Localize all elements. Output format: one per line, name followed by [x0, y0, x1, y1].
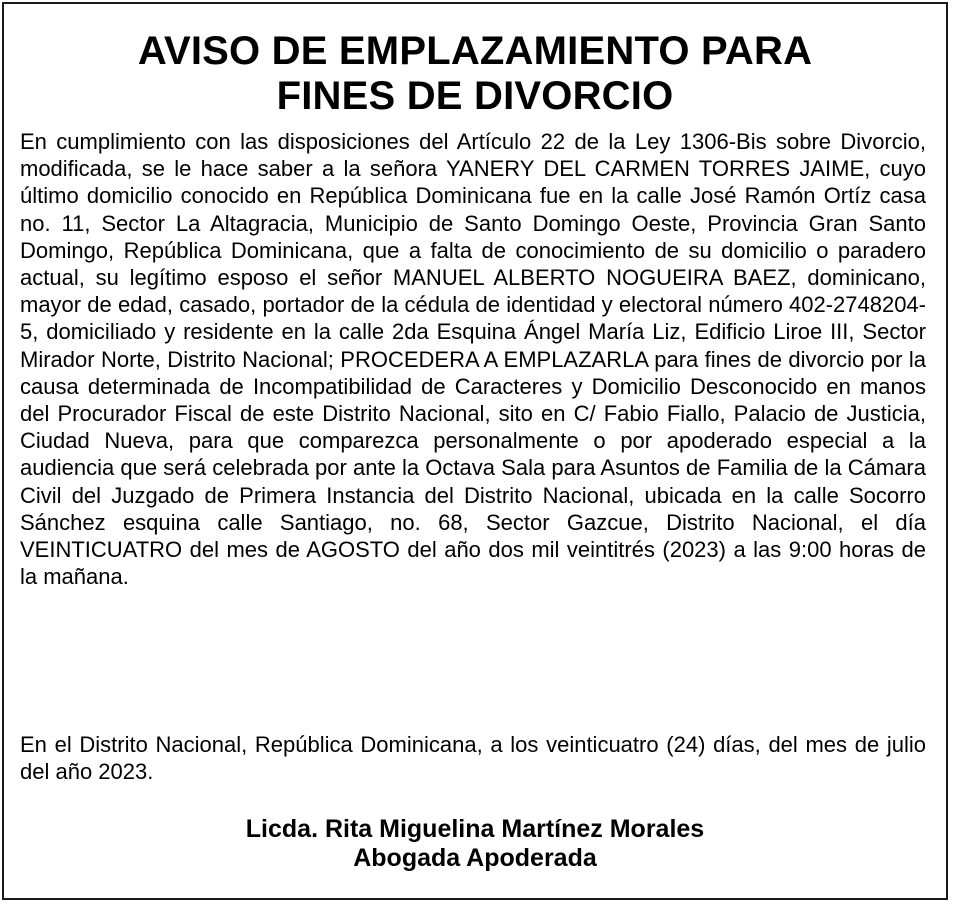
notice-body-paragraph: En cumplimiento con las disposiciones del Artículo 22 de la Ley 1306-Bis sobre Divorcio, modificada, se le hace saber a la señora YANERY DEL CARMEN TORRES JAIME, cuyo último domicilio conocido en República Dominicana fue en la calle José Ramón Ortíz casa no. 11, Sector La Altagracia, Municipio de Santo Domingo Oeste, Provincia Gran Santo Domingo, República Dominicana, que a falta de conocimiento de su domicilio o paradero actual, su legítimo esposo el señor MANUEL ALBERTO NOGUEIRA BAEZ, dominicano, mayor de edad, casado, portador de la cédula de identidad y electoral número 402-2748204-5, domiciliado y residente en la calle 2da Esquina Ángel María Liz, Edificio Liroe III, Sector Mirador Norte, Distrito Nacional; PROCEDERA A EMPLAZARLA para fines de divorcio por la causa determinada de Incompatibilidad de Caracteres y Domicilio Desconocido en manos del Procurador Fiscal de este Distrito Nacional, sito en C/ Fabio Fiallo, Palacio de Justicia, Ciudad Nueva, para que comparezca personalmente o por apoderado especial a la audiencia que será celebrada por ante la Octava Sala para Asuntos de Familia de la Cámara Civil del Juzgado de Primera Instancia del Distrito Nacional, ubicada en la calle Socorro Sánchez esquina calle Santiago, no. 68, Sector Gazcue, Distrito Nacional, el día VEINTICUATRO del mes de AGOSTO del año dos mil veintitrés (2023) a las 9:00 horas de la mañana. — [20, 129, 926, 590]
signature-name: Licda. Rita Miguelina Martínez Morales — [245, 815, 705, 843]
notice-closing-paragraph: En el Distrito Nacional, República Dominicana, a los veinticuatro (24) días, del mes de julio del año 2023. — [20, 732, 926, 785]
signature-block — [0, 815, 950, 873]
notice-title — [0, 29, 950, 119]
title-line-2: FINES DE DIVORCIO — [276, 74, 674, 118]
title-line-1: AVISO DE EMPLAZAMIENTO PARA — [137, 29, 813, 73]
signature-role: Abogada Apoderada — [353, 844, 597, 872]
